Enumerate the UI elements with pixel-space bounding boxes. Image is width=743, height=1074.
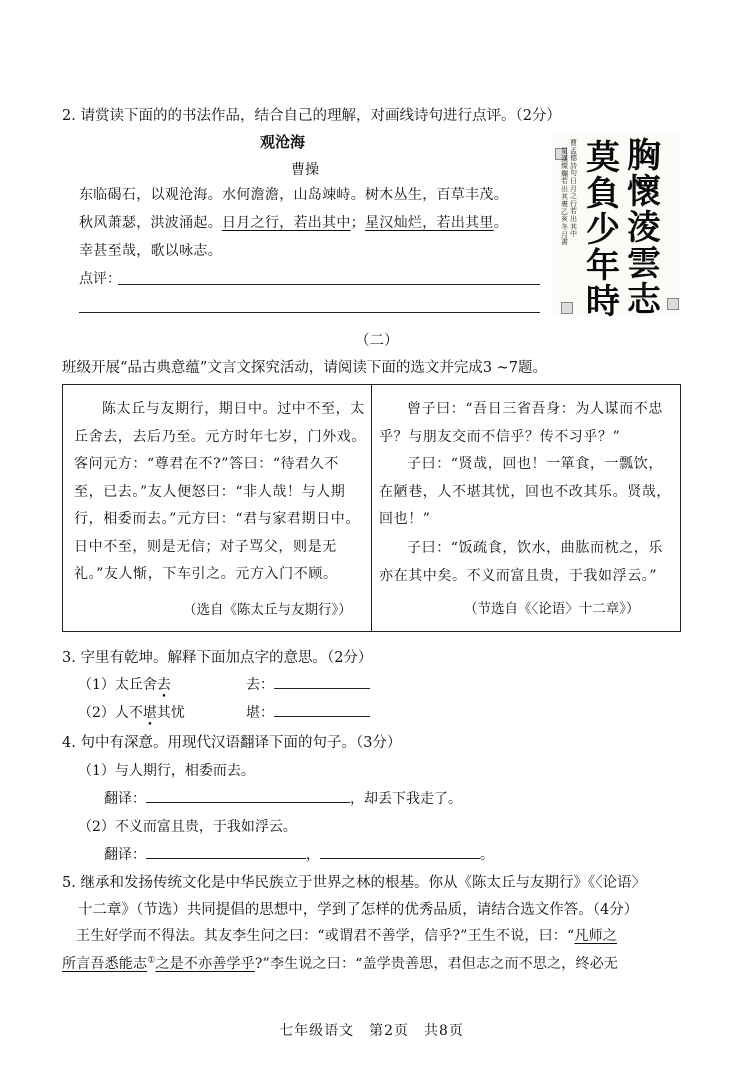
q4-title: 4. 句中有深意。用现代汉语翻译下面的句子。（3分） — [62, 735, 402, 751]
q3-answer-1-blank[interactable] — [274, 674, 370, 689]
q4-answer-1-blank[interactable] — [146, 788, 350, 803]
q3-item-1-text: （1）太丘舍 — [78, 677, 157, 693]
q3-answer-2-blank[interactable] — [274, 702, 370, 717]
q3-answer-2-label: 堪： — [246, 705, 274, 721]
right-passage-source: （节选自《〈论语〉十二章》） — [464, 601, 640, 617]
q4-answer-2b-blank[interactable] — [320, 844, 480, 859]
q4-answer-2a-blank[interactable] — [146, 844, 306, 859]
q5-passage-start: 王生好学而不得法。其友李生问之曰：“或谓君不善学，信乎?”王生不说，曰：“ — [76, 928, 575, 944]
q3-item-2-text: （2）人不 — [78, 705, 143, 721]
table-divider — [371, 384, 372, 632]
calligraphy-column-2: 莫負少年時 — [586, 138, 620, 322]
q4-item-2-end: 。 — [480, 847, 494, 863]
right-passage-p2: 子曰：“贤哉，回也！一箪食，一瓢饮，在陋巷，人不堪其忧，回也不改其乐。贤哉，回也！” — [379, 456, 671, 527]
q4-translation-2 — [104, 844, 494, 864]
q4-translation-1 — [104, 788, 462, 808]
q3-item-1 — [78, 674, 171, 694]
q5-passage-continue: ?”李生说之曰：“盖学贵善思，君但志之而不思之，终必无 — [254, 956, 619, 972]
q5-underlined-3: 之是不亦善学乎 — [155, 956, 255, 972]
calligraphy-inscription-2: 星漢燦爛若出其裏乙亥冬月書 — [561, 147, 568, 247]
comment-answer-line-2[interactable] — [79, 312, 540, 313]
q5-title-line-1: 5. 继承和发扬传统文化是中华民族立于世界之林的根基。你从《陈太丘与友期行》《〈论语〉 — [62, 875, 646, 891]
underlined-verse-2: 星汉灿烂，若出其里 — [365, 215, 494, 231]
q3-title: 3. 字里有乾坤。解释下面加点字的意思。（2分） — [62, 650, 373, 666]
right-passage-p1: 曾子曰：“吾日三省吾身：为人谋而不忠乎？与朋友交而不信乎？传不习乎？” — [379, 401, 663, 445]
left-passage-text: 陈太丘与友期行，期日中。过中不至，太丘舍去，去后乃至。元方时年七岁，门外戏。客问元方：“尊君在不?”答曰：“待君久不至，已去。”友人便怒曰：“非人哉！与人期行，相委而去。”元方曰：“君与家君期日中。日中不至，则是无信；对子骂父，则是无礼。”友人惭，下车引之。元方入门不顾。 — [74, 401, 366, 582]
section-intro: 班级开展“品古典意蕴”文言文探究活动，请阅读下面的选文并完成3 ~7题。 — [62, 360, 548, 376]
comment-answer-line-1[interactable] — [118, 284, 540, 285]
poem-title: 观沧海 — [260, 133, 306, 151]
q5-title-line-2: 十二章》（节选）共同提倡的思想中，学到了怎样的优秀品质，请结合选文作答。（4分） — [78, 902, 639, 918]
q5-underlined-1: 凡师之 — [574, 928, 617, 944]
q5-passage-line-2 — [62, 953, 618, 973]
seal-stamp-icon — [667, 298, 679, 310]
q3-item-2-tail: 其忧 — [156, 705, 185, 721]
section-title: （二） — [355, 333, 399, 349]
q4-item-2-comma: ， — [306, 847, 320, 863]
q5-passage-line-1 — [76, 925, 617, 945]
poem-line-2-start: 秋风萧瑟，洪波涌起。 — [79, 215, 222, 231]
q4-item-1-tail: ，却丢下我走了。 — [350, 791, 462, 807]
poem-line-3: 幸甚至哉，歌以咏志。 — [79, 243, 222, 259]
seal-stamp-icon — [561, 302, 573, 314]
poem-separator: ； — [350, 215, 366, 231]
q4-item-2: （2）不义而富且贵，于我如浮云。 — [78, 819, 297, 835]
poem-line-1: 东临碣石，以观沧海。水何澹澹，山岛竦峙。树木丛生，百草丰茂。 — [79, 187, 508, 203]
calligraphy-inscription-1: 曹孟德詩句日月之行若出其中 — [570, 139, 577, 239]
poem-author: 曹操 — [291, 162, 319, 178]
right-passage-p3: 子曰：“饭疏食，饮水，曲肱而枕之，乐亦在其中矣。不义而富且贵，于我如浮云。” — [379, 540, 663, 584]
q3-item-2 — [78, 702, 185, 722]
q4-translate-label-2: 翻译： — [104, 847, 146, 863]
q3-answer-1 — [246, 674, 370, 694]
poem-line-2-end: 。 — [493, 215, 509, 231]
page-footer: 七年级语文 第2页 共8页 — [279, 1023, 464, 1039]
q4-translate-label-1: 翻译： — [104, 791, 146, 807]
calligraphy-column-1: 胸懷淩雲志 — [627, 136, 661, 320]
q3-item-1-dotted-char: 去 — [156, 677, 171, 693]
q3-answer-2 — [246, 702, 370, 722]
q3-item-2-dotted-char: 堪 — [142, 705, 157, 721]
calligraphy-artwork — [551, 134, 679, 322]
q2-title: 2. 请赏读下面的的书法作品，结合自己的理解，对画线诗句进行点评。（2分） — [62, 108, 561, 124]
underlined-verse-1: 日月之行，若出其中 — [222, 215, 351, 231]
poem-line-2 — [79, 212, 508, 232]
q4-item-1: （1）与人期行，相委而去。 — [78, 763, 255, 779]
left-passage-source: （选自《陈太丘与友期行》） — [183, 602, 352, 618]
comment-label: 点评： — [79, 271, 121, 287]
footnote-marker: ① — [147, 955, 156, 966]
q5-underlined-2: 所言吾悉能志 — [62, 956, 148, 972]
q3-answer-1-label: 去： — [246, 677, 274, 693]
